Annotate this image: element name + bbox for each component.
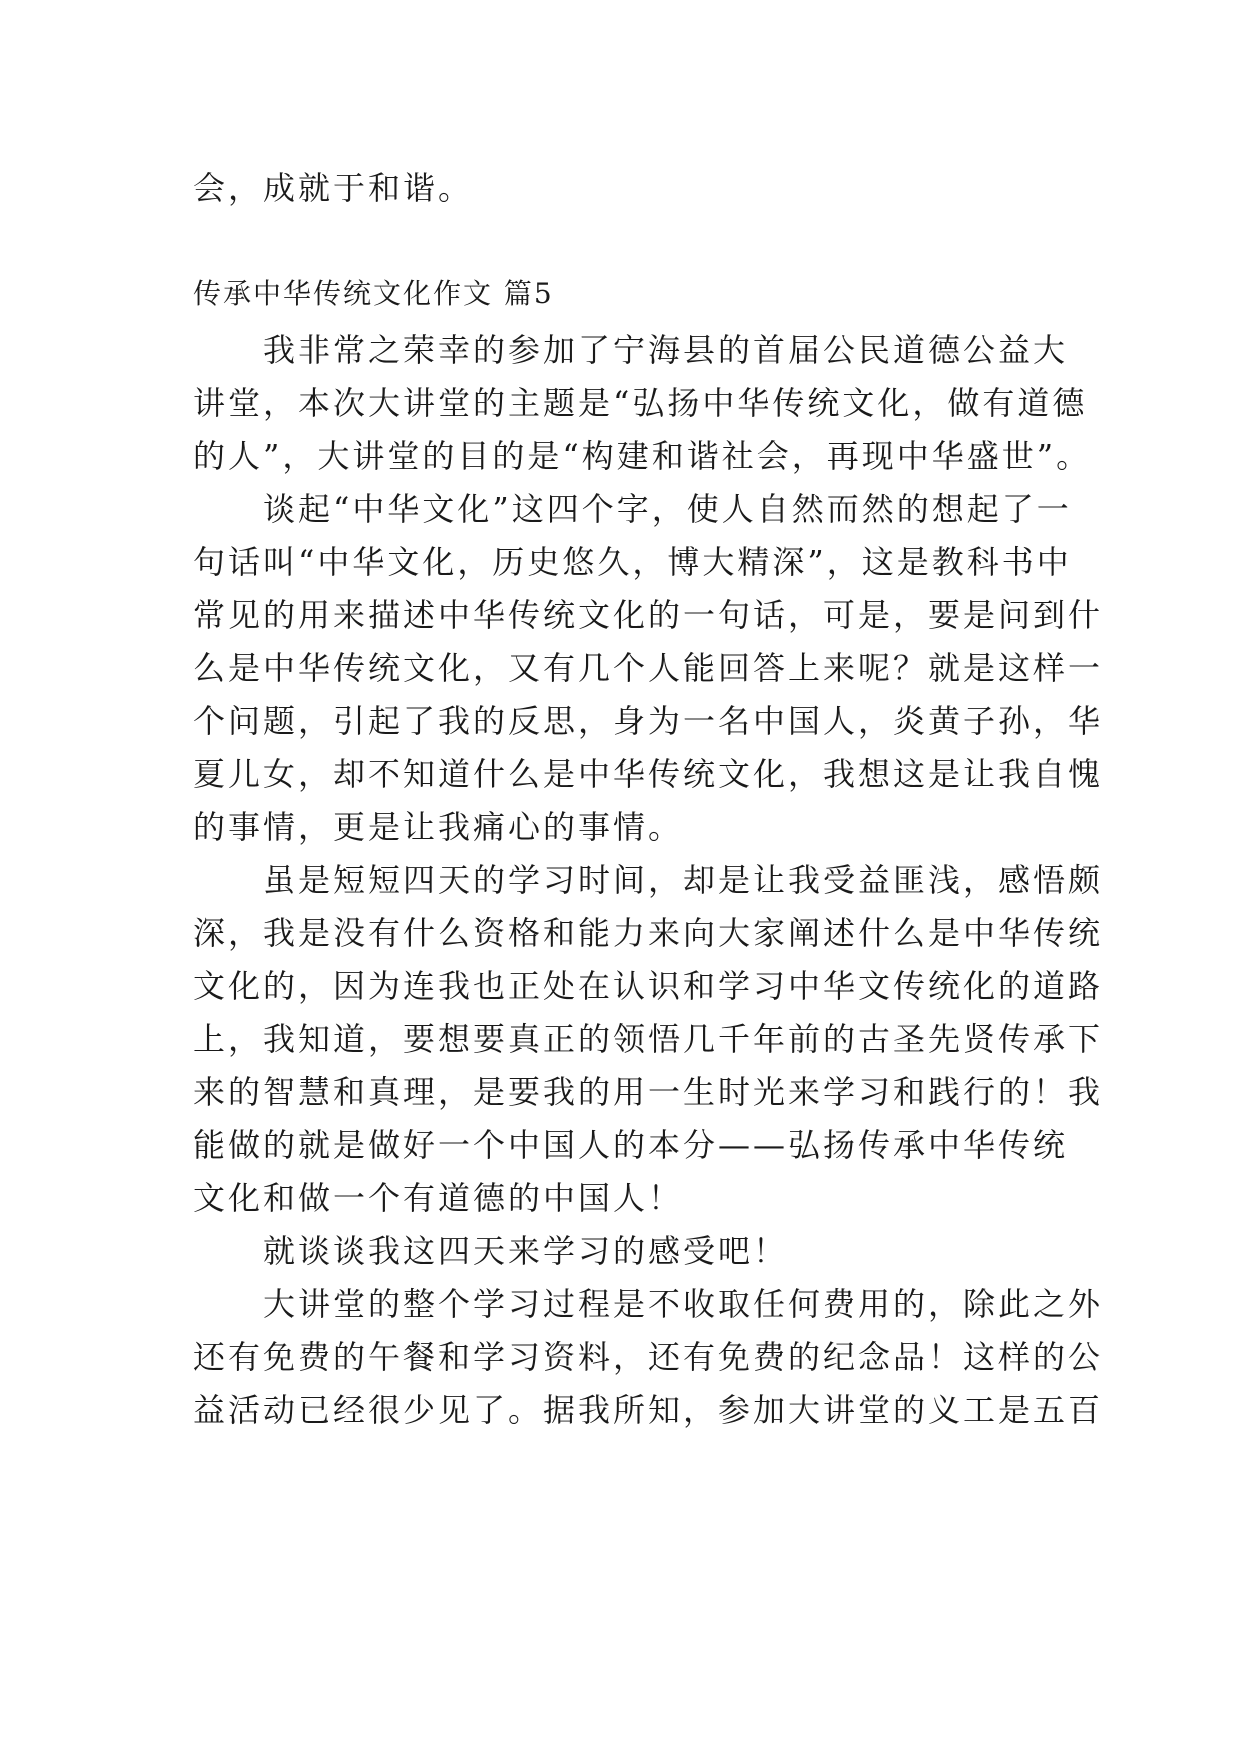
body-line: 益活动已经很少见了。据我所知，参加大讲堂的义工是五百 <box>193 1391 1104 1429</box>
body-line: 个问题，引起了我的反思，身为一名中国人，炎黄子孙，华 <box>193 702 1104 740</box>
body-line: 谈起“中华文化”这四个字，使人自然而然的想起了一 <box>193 490 1072 528</box>
body-line: 大讲堂的整个学习过程是不收取任何费用的，除此之外 <box>193 1285 1104 1323</box>
body-line: 就谈谈我这四天来学习的感受吧！ <box>193 1232 789 1270</box>
body-line: 么是中华传统文化，又有几个人能回答上来呢？就是这样一 <box>193 649 1104 687</box>
body-line: 文化和做一个有道德的中国人！ <box>193 1179 684 1217</box>
body-line: 讲堂，本次大讲堂的主题是“弘扬中华传统文化，做有道德 <box>193 384 1088 422</box>
body-line: 的人”，大讲堂的目的是“构建和谐社会，再现中华盛世”。 <box>193 437 1092 475</box>
body-line: 句话叫“中华文化，历史悠久，博大精深”，这是教科书中 <box>193 543 1072 581</box>
body-line: 来的智慧和真理，是要我的用一生时光来学习和践行的！我 <box>193 1073 1104 1111</box>
body-line: 还有免费的午餐和学习资料，还有免费的纪念品！这样的公 <box>193 1338 1104 1376</box>
carryover-text: 会，成就于和谐。 <box>193 169 474 207</box>
body-line: 上，我知道，要想要真正的领悟几千年前的古圣先贤传承下 <box>193 1020 1104 1058</box>
body-line: 能做的就是做好一个中国人的本分——弘扬传承中华传统 <box>193 1126 1069 1164</box>
body-line: 常见的用来描述中华传统文化的一句话，可是，要是问到什 <box>193 596 1104 634</box>
body-line: 虽是短短四天的学习时间，却是让我受益匪浅，感悟颇 <box>193 861 1104 899</box>
body-line: 的事情，更是让我痛心的事情。 <box>193 808 684 846</box>
body-line: 深，我是没有什么资格和能力来向大家阐述什么是中华传统 <box>193 914 1104 952</box>
section-heading: 传承中华传统文化作文 篇5 <box>193 277 554 310</box>
body-line: 我非常之荣幸的参加了宁海县的首届公民道德公益大 <box>193 331 1069 369</box>
body-line: 文化的，因为连我也正处在认识和学习中华文传统化的道路 <box>193 967 1104 1005</box>
body-line: 夏儿女，却不知道什么是中华传统文化，我想这是让我自愧 <box>193 755 1104 793</box>
